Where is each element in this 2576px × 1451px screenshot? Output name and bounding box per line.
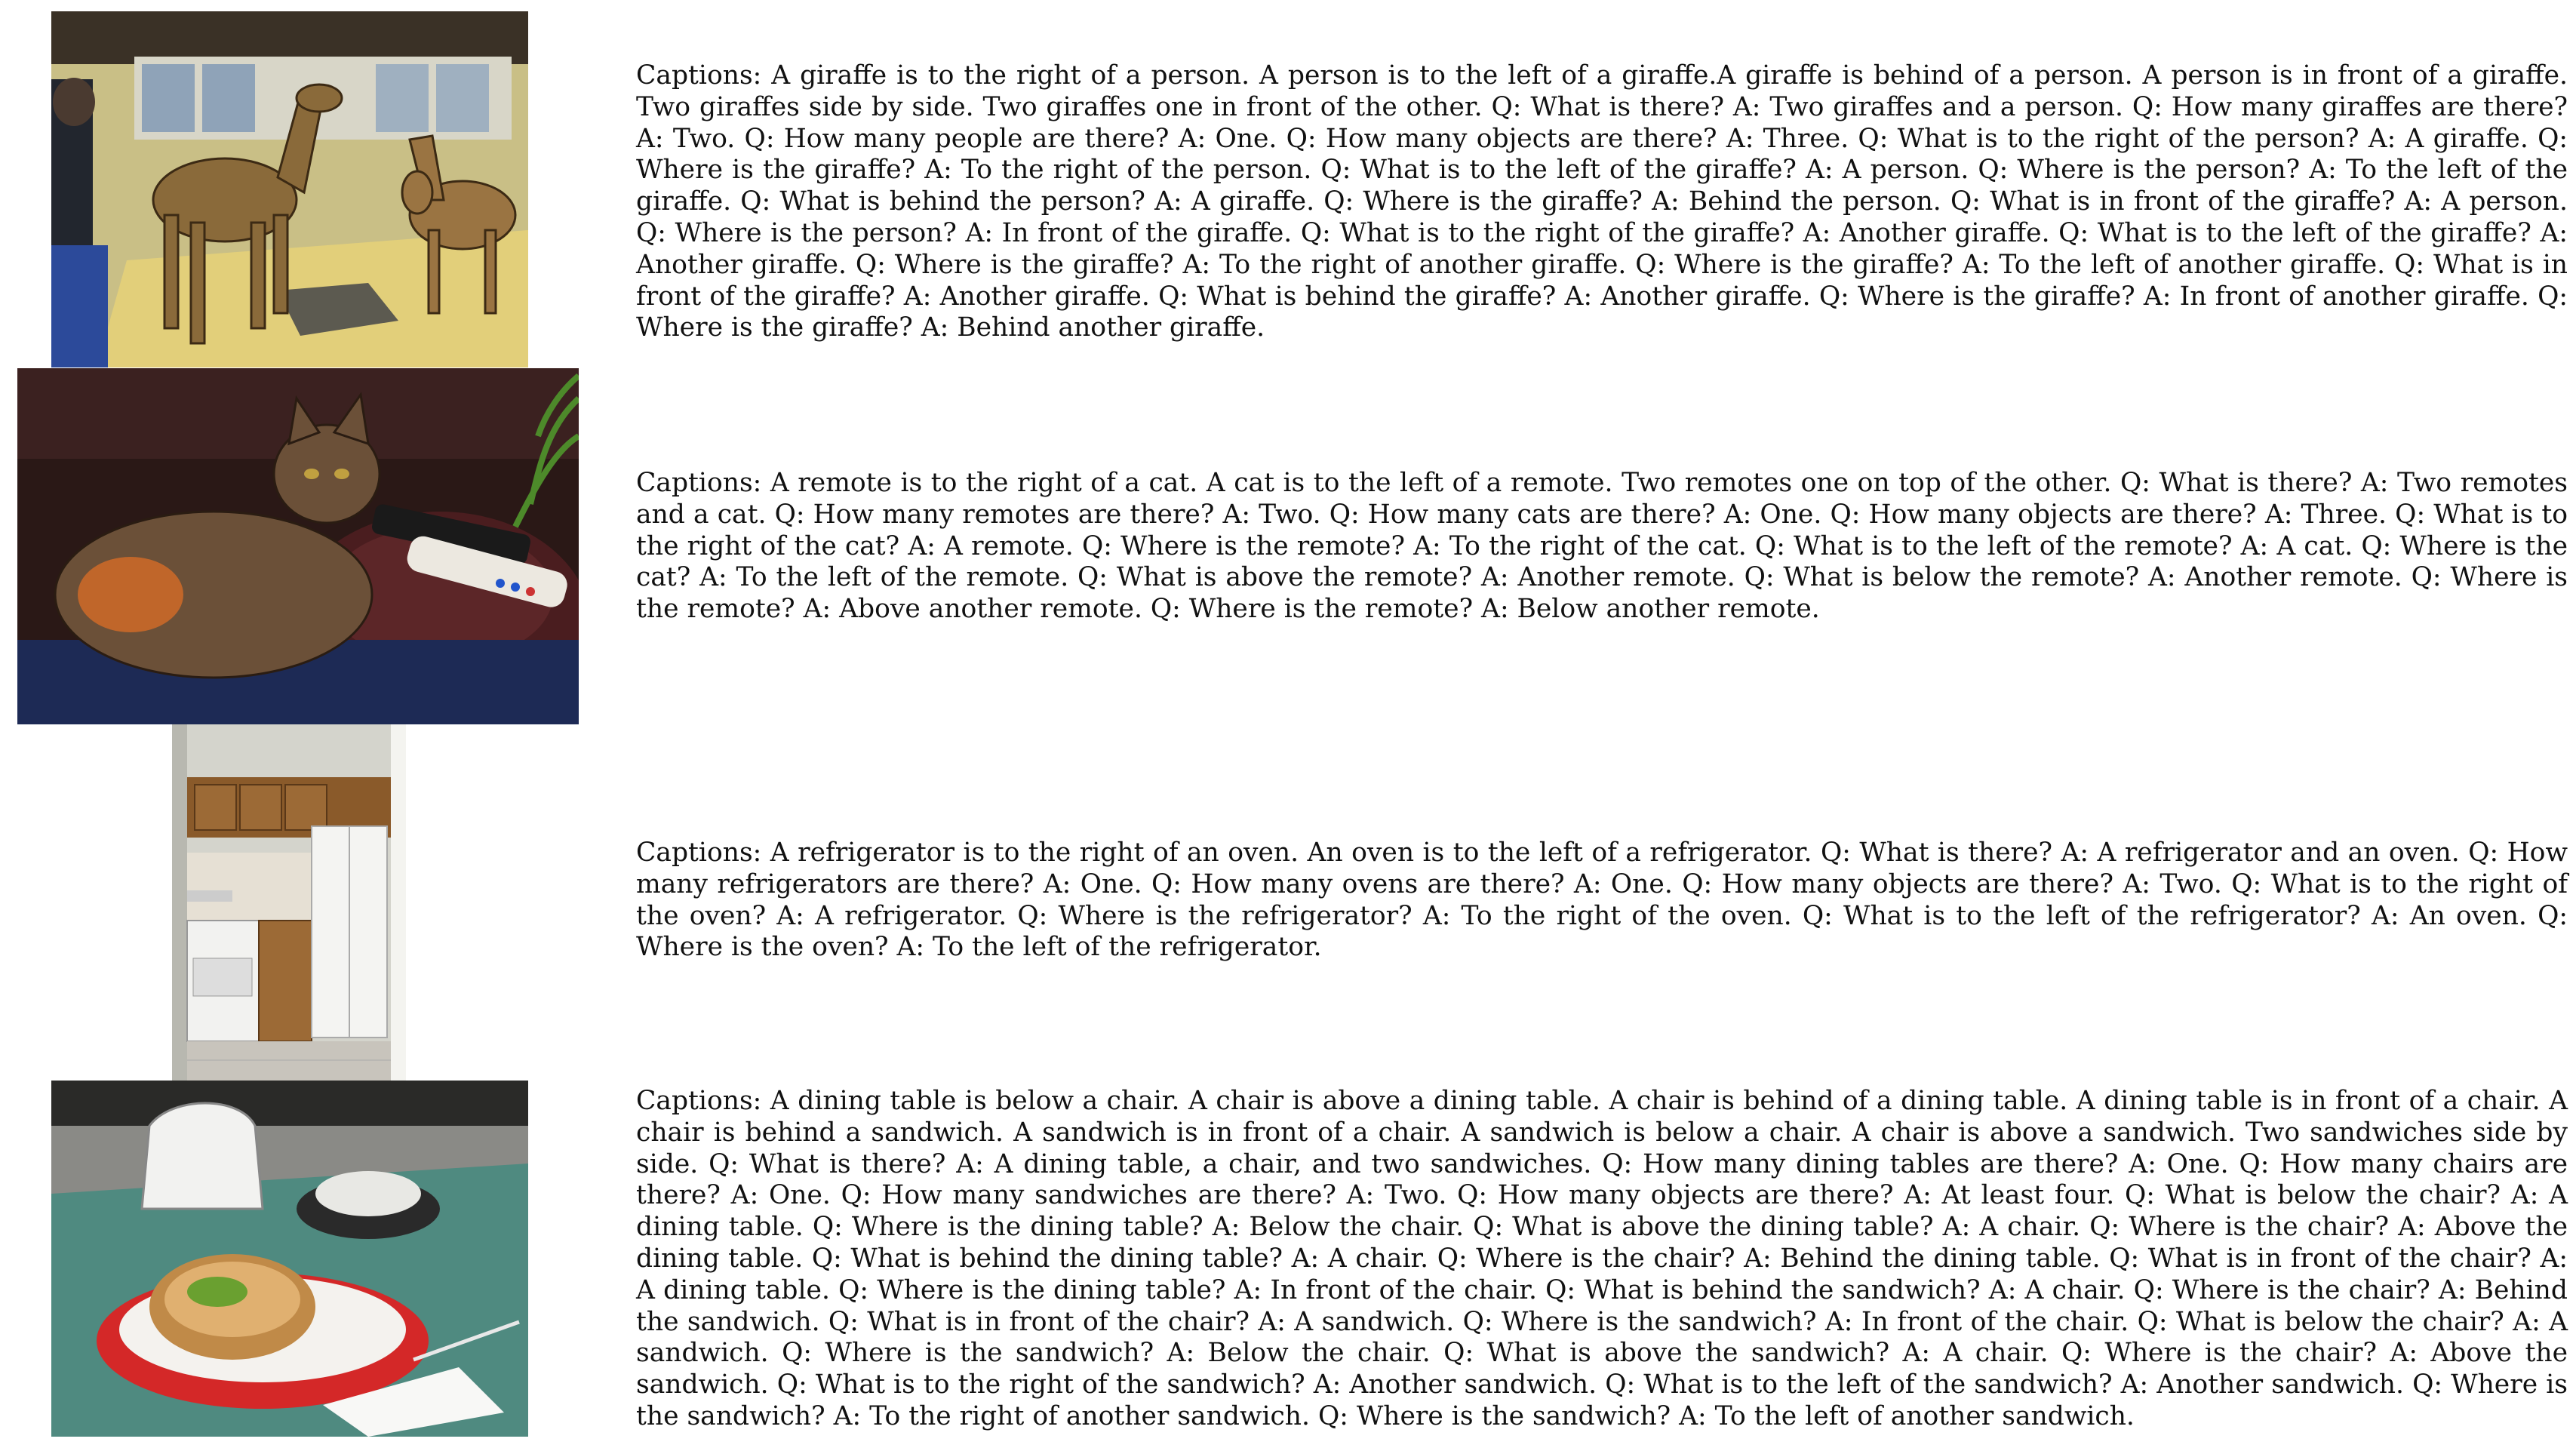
example-row-4 [0, 1081, 2576, 1451]
dining-table-photo [51, 1081, 528, 1437]
example-row-1 [0, 0, 2576, 368]
example-row-3 [0, 724, 2576, 1081]
caption-text: Captions: A refrigerator is to the right of an oven. An oven is to the left of a refrigerator. Q: What is there? A: A refrigerator and an oven. Q: How many refrigerators are there? A: One. Q: How many ovens are there? A: One. Q: How many objects are there? A: Two. Q: What is to the right of the oven? A: A refrigerator. Q: Where is the refrigerator? A: To the right of the oven. Q: What is to the left of the refrigerator? A: An oven. Q: Where is the oven? A: To the left of the refrigerator. [636, 838, 2568, 963]
kitchen-photo [172, 724, 406, 1081]
caption-text: Captions: A giraffe is to the right of a person. A person is to the left of a giraffe.A giraffe is behind of a person. A person is in front of a giraffe. Two giraffes side by side. Two giraffes one in front of the other. Q: What is there? A: Two giraffes and a person. Q: How many giraffes are there? A: Two. Q: How many people are there? A: One. Q: How many objects are there? A: Three. Q: What is to the right of the person? A: A giraffe. Q: Where is the giraffe? A: To the right of the person. Q: What is to the left of the giraffe? A: A person. Q: Where is the person? A: To the left of the giraffe. Q: What is behind the person? A: A giraffe. Q: Where is the giraffe? A: Behind the person. Q: What is in front of the giraffe? A: A person. Q: Where is the person? A: In front of the giraffe. Q: What is to the right of the giraffe? A: Another giraffe. Q: What is to the left of the giraffe? A: Another giraffe. Q: Where is the giraffe? A: To the right of another giraffe. Q: Where is the giraffe? A: To the left of another giraffe. Q: What is in front of the giraffe? A: Another giraffe. Q: What is behind the giraffe? A: Another giraffe. Q: Where is the giraffe? A: In front of another giraffe. Q: Where is the giraffe? A: Behind another giraffe. [636, 60, 2568, 343]
cat-photo [17, 368, 579, 724]
caption-text: Captions: A dining table is below a chair. A chair is above a dining table. A chair is behind of a dining table. A dining table is in front of a chair. A chair is behind a sandwich. A sandwich is in front of a chair. A sandwich is below a chair. A chair is above a sandwich. Two sandwiches side by side. Q: What is there? A: A dining table, a chair, and two sandwiches. Q: How many dining tables are there? A: One. Q: How many chairs are there? A: One. Q: How many sandwiches are there? A: Two. Q: How many objects are there? A: At least four. Q: What is below the chair? A: A dining table. Q: Where is the dining table? A: Below the chair. Q: What is above the dining table? A: A chair. Q: Where is the chair? A: Above the dining table. Q: What is behind the dining table? A: A chair. Q: Where is the chair? A: Behind the dining table. Q: What is in front of the chair? A: A dining table. Q: Where is the dining table? A: In front of the chair. Q: What is behind the sandwich? A: A chair. Q: Where is the chair? A: Behind the sandwich. Q: What is in front of the chair? A: A sandwich. Q: Where is the sandwich? A: In front of the chair. Q: What is below the chair? A: A sandwich. Q: Where is the sandwich? A: Below the chair. Q: What is above the sandwich? A: A chair. Q: Where is the chair? A: Above the sandwich. Q: What is to the right of the sandwich? A: Another sandwich. Q: What is to the left of the sandwich? A: Another sandwich. Q: Where is the sandwich? A: To the right of another sandwich. Q: Where is the sandwich? A: To the left of another sandwich. [636, 1086, 2568, 1431]
example-row-2 [0, 368, 2576, 724]
giraffe-photo [51, 11, 528, 367]
caption-text: Captions: A remote is to the right of a cat. A cat is to the left of a remote. Two remotes one on top of the other. Q: What is there? A: Two remotes and a cat. Q: How many remotes are there? A: Two. Q: How many cats are there? A: One. Q: How many objects are there? A: Three. Q: What is to the right of the cat? A: A remote. Q: Where is the remote? A: To the right of the cat. Q: What is to the left of the remote? A: A cat. Q: Where is the cat? A: To the left of the remote. Q: What is above the remote? A: Another remote. Q: What is below the remote? A: Another remote. Q: Where is the remote? A: Above another remote. Q: Where is the remote? A: Below another remote. [636, 468, 2568, 625]
